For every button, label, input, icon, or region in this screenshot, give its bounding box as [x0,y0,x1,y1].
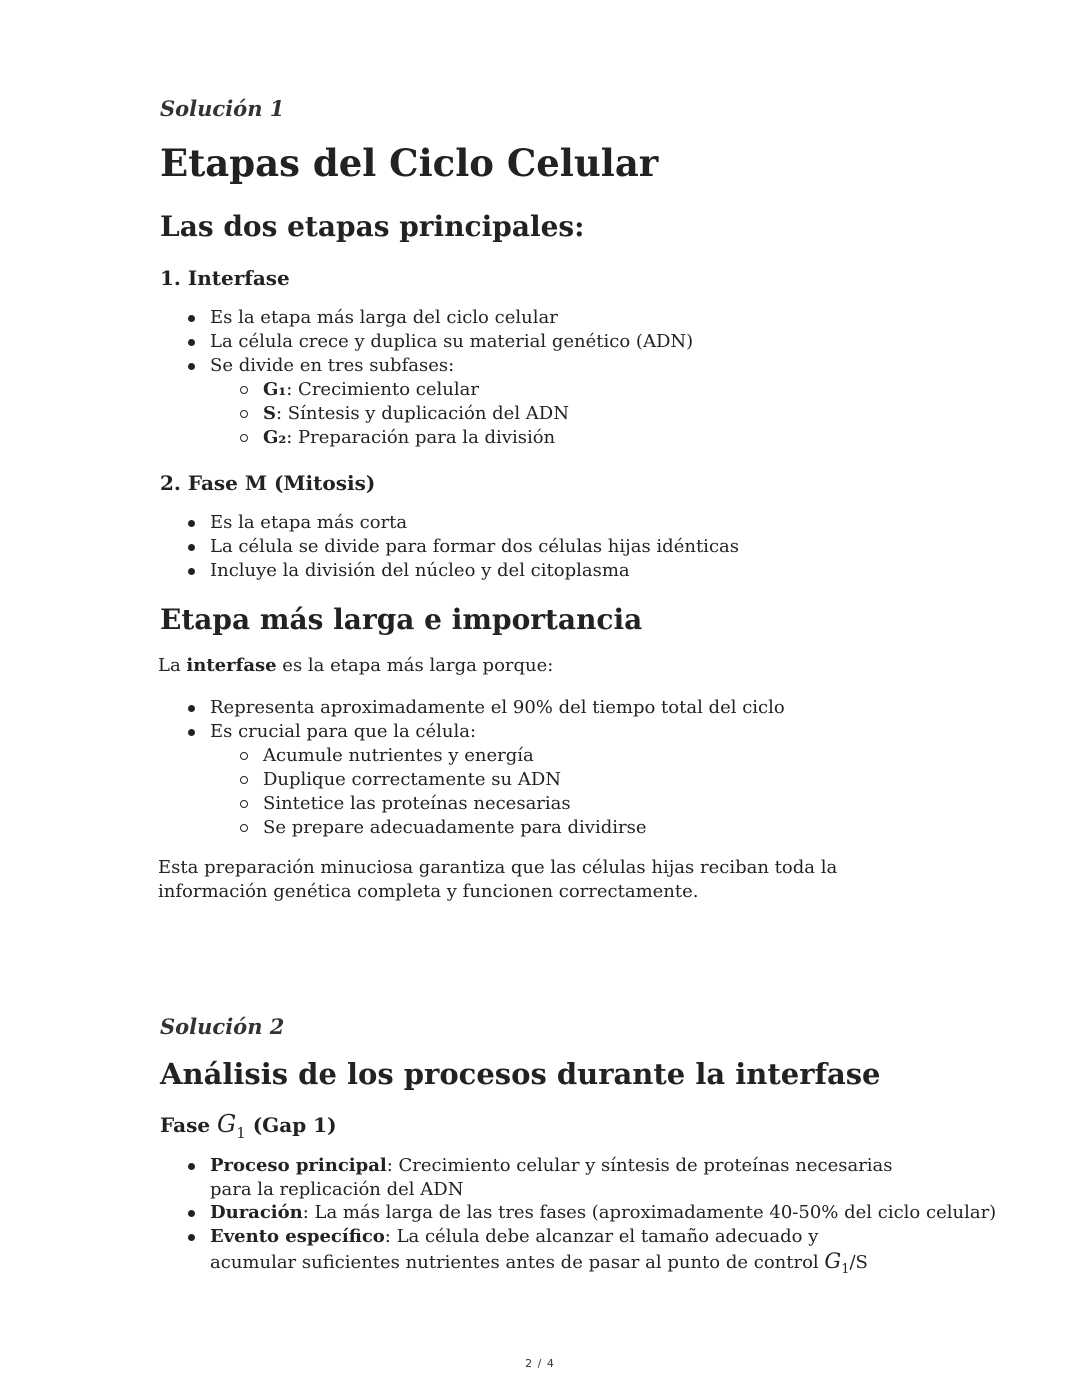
bullet-dot-icon [188,1234,195,1241]
bullet-circle-icon [240,386,248,394]
bullet-circle-icon [240,434,248,442]
bullet-dot-icon [188,1163,195,1170]
sublist-item: Acumule nutrientes y energía [263,744,534,768]
bullet-dot-icon [188,568,195,575]
interfase-heading: 1. Interfase [160,266,290,290]
bullet-dot-icon [188,339,195,346]
bullet-dot-icon [188,520,195,527]
solution-2-title: Análisis de los procesos durante la interfase [160,1057,881,1091]
bullet-dot-icon [188,729,195,736]
list-item: Duración: La más larga de las tres fases (aproximadamente 40-50% del ciclo celular) [210,1201,996,1225]
section-heading-longest-stage: Etapa más larga e importancia [160,603,643,636]
fase-m-heading: 2. Fase M (Mitosis) [160,471,376,495]
list-item: La célula se divide para formar dos células hijas idénticas [210,535,739,559]
g1-phase-heading: Fase $G_1$ (Gap 1) [160,1110,337,1142]
bullet-circle-icon [240,800,248,808]
g1-inline-math: $G_1$ [824,1249,850,1278]
list-item: Es crucial para que la célula: [210,720,476,744]
g1-math: $G_1$ [217,1110,246,1142]
list-item: La célula crece y duplica su material genético (ADN) [210,330,693,354]
sublist-item: G₁: Crecimiento celular [263,378,479,402]
list-item: Es la etapa más larga del ciclo celular [210,306,558,330]
list-item: Se divide en tres subfases: [210,354,454,378]
bullet-circle-icon [240,776,248,784]
solution-2-label: Solución 2 [160,1014,285,1039]
page-number: 2 / 4 [525,1357,555,1370]
bullet-circle-icon [240,752,248,760]
sublist-item: Duplique correctamente su ADN [263,768,561,792]
sublist-item: G₂: Preparación para la división [263,426,555,450]
solution-1-title: Etapas del Ciclo Celular [160,141,659,185]
sublist-item: Se prepare adecuadamente para dividirse [263,816,647,840]
sublist-item: Sintetice las proteínas necesarias [263,792,571,816]
conclusion-paragraph: Esta preparación minuciosa garantiza que las células hijas reciban toda la información genética completa y funcionen correctamente. [158,857,838,902]
solution-1-label: Solución 1 [160,96,285,121]
list-item: Incluye la división del núcleo y del citoplasma [210,559,630,583]
section-heading-main-stages: Las dos etapas principales: [160,210,585,243]
bullet-circle-icon [240,410,248,418]
bullet-dot-icon [188,315,195,322]
bullet-dot-icon [188,705,195,712]
sublist-item: S: Síntesis y duplicación del ADN [263,402,569,426]
intro-paragraph: La interfase es la etapa más larga porque: [158,655,554,676]
bullet-dot-icon [188,1210,195,1217]
list-item: Representa aproximadamente el 90% del tiempo total del ciclo [210,696,785,720]
list-item: Proceso principal: Crecimiento celular y síntesis de proteínas necesarias para la replicación del ADN [210,1154,910,1202]
list-item: Es la etapa más corta [210,511,407,535]
bullet-dot-icon [188,363,195,370]
bullet-circle-icon [240,824,248,832]
bullet-dot-icon [188,544,195,551]
list-item: Evento específico: La célula debe alcanzar el tamaño adecuado y acumular suficientes nutrientes antes de pasar al punto de control $G_1/S$ [210,1225,890,1282]
